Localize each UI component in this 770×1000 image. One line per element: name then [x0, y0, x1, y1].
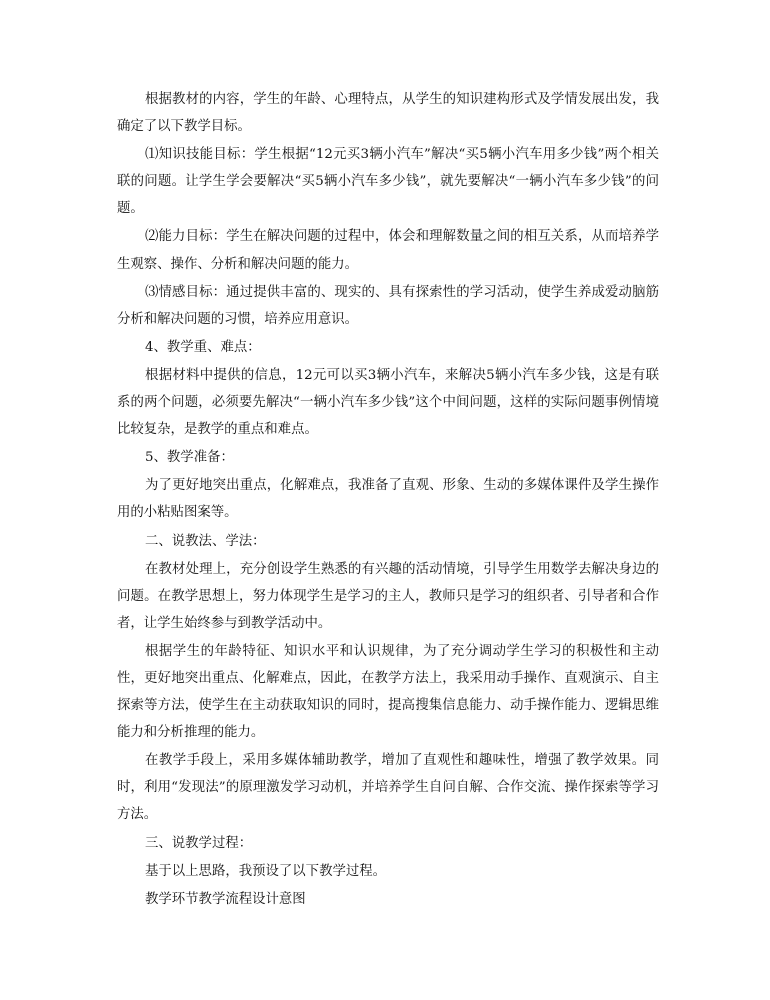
- paragraph-methods-means: 在教学手段上，采用多媒体辅助教学，增加了直观性和趣味性，增强了教学效果。同时，利用“发现法”的原理激发学习动机，并培养学生自问自解、合作交流、操作探索等学习方法。: [117, 753, 659, 823]
- paragraph-goal-ability: ⑵能力目标：学生在解决问题的过程中，体会和理解数量之间的相互关系，从而培养学生观察、操作、分析和解决问题的能力。: [117, 229, 659, 272]
- heading-methods: 二、说教法、学法：: [145, 533, 266, 549]
- paragraph-goal-knowledge: ⑴知识技能目标：学生根据“12元买3辆小汽车”解决“买5辆小汽车用多少钱”两个相关联的问题。让学生学会要解决“买5辆小汽车多少钱”，就先要解决“一辆小汽车多少钱”的问题。: [117, 147, 659, 217]
- paragraph-process-table-caption: 教学环节教学流程设计意图: [145, 891, 306, 907]
- paragraph-intro: 根据教材的内容，学生的年龄、心理特点，从学生的知识建构形式及学情发展出发，我确定了以下教学目标。: [117, 92, 659, 135]
- paragraph-goal-emotion: ⑶情感目标：通过提供丰富的、现实的、具有探索性的学习活动，使学生养成爱动脑筋分析和解决问题的习惯，培养应用意识。: [117, 284, 659, 327]
- paragraph-methods-material: 在教材处理上，充分创设学生熟悉的有兴趣的活动情境，引导学生用数学去解决身边的问题。在教学思想上，努力体现学生是学习的主人，教师只是学习的组织者、引导者和合作者，让学生始终参与到教学活动中。: [117, 561, 659, 631]
- heading-key-points: 4、教学重、难点：: [145, 339, 261, 355]
- paragraph-preparation: 为了更好地突出重点，化解难点，我准备了直观、形象、生动的多媒体课件及学生操作用的小粘贴图案等。: [117, 478, 659, 521]
- paragraph-process-intro: 基于以上思路，我预设了以下教学过程。: [145, 863, 387, 879]
- paragraph-methods-teaching: 根据学生的年龄特征、知识水平和认识规律，为了充分调动学生学习的积极性和主动性，更好地突出重点、化解难点，因此，在教学方法上，我采用动手操作、直观演示、自主探索等方法，使学生在主动获取知识的同时，提高搜集信息能力、动手操作能力、逻辑思维能力和分析推理的能力。: [117, 643, 659, 741]
- document-page: [117, 86, 659, 914]
- heading-process: 三、说教学过程：: [145, 835, 253, 851]
- paragraph-key-points: 根据材料中提供的信息，12元可以买3辆小汽车，来解决5辆小汽车多少钱，这是有联系的两个问题，必须要先解决“一辆小汽车多少钱”这个中间问题，这样的实际问题事例情境比较复杂，是教学的重点和难点。: [117, 367, 659, 438]
- heading-preparation: 5、教学准备：: [145, 450, 234, 466]
